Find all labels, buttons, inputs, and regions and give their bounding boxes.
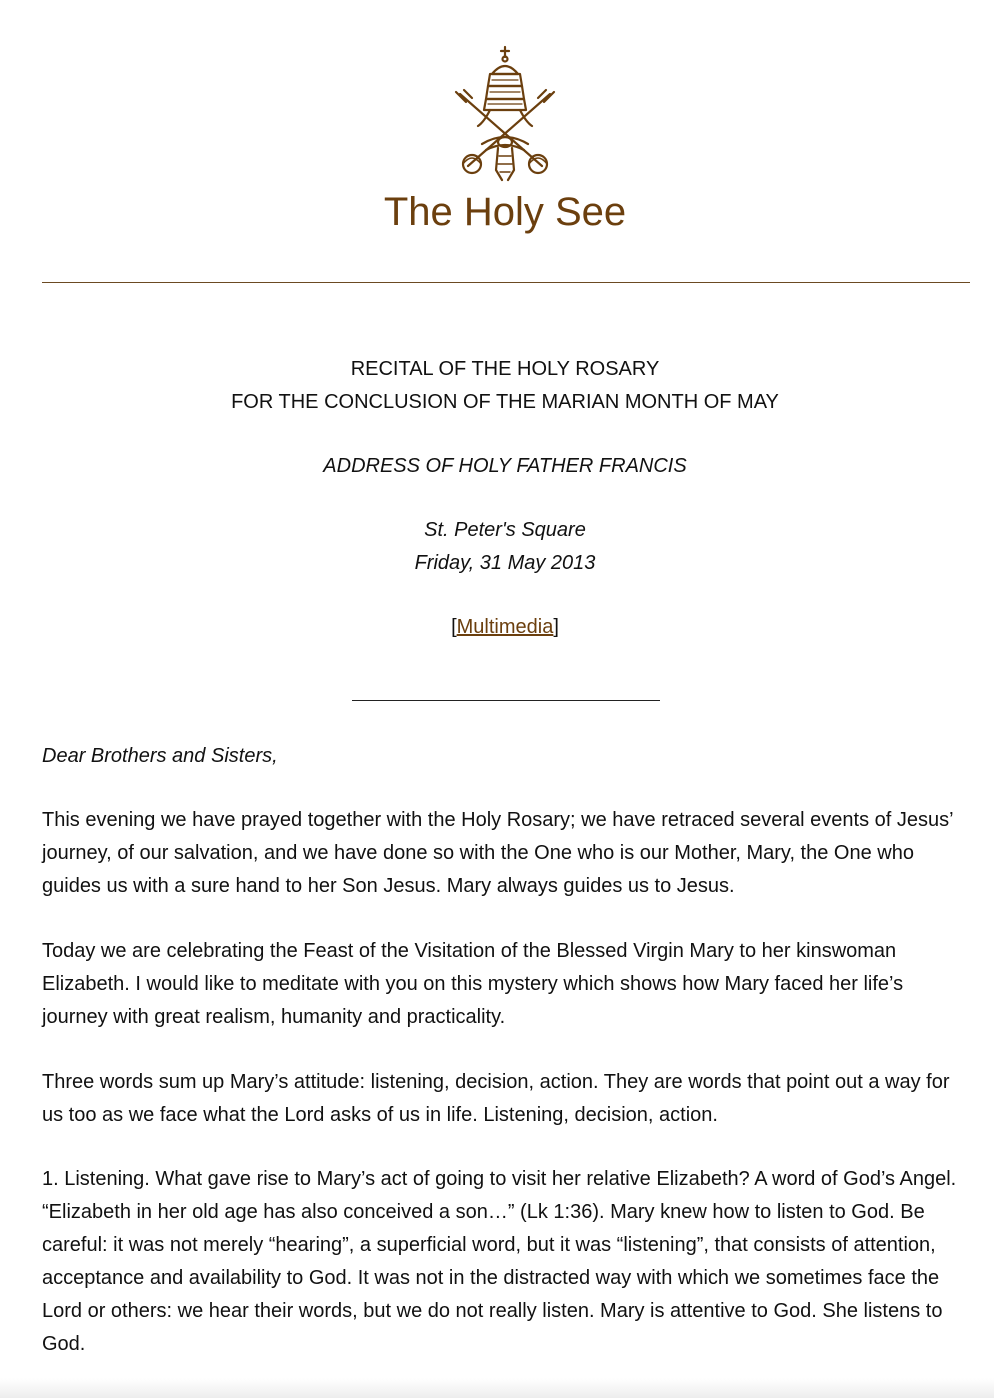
site-title[interactable]: The Holy See bbox=[383, 190, 627, 234]
paragraph-text: This evening we have prayed together with the Holy Rosary; we have retraced several events of Jesus’ journey, of our salvation, and we have done so with the One who is our Mother, Mary, the One who guides us with a sure hand to her Son Jesus. Mary always guides us to Jesus. bbox=[42, 809, 953, 897]
bracket-open: [ bbox=[451, 616, 457, 638]
papal-coat-of-arms-icon bbox=[446, 44, 564, 182]
document-title-line-2: FOR THE CONCLUSION OF THE MARIAN MONTH OF MAY bbox=[231, 391, 779, 413]
greeting: Dear Brothers and Sisters, bbox=[42, 745, 278, 767]
header-divider bbox=[42, 282, 970, 283]
paragraph-2 bbox=[42, 935, 967, 1034]
bottom-edge bbox=[0, 1378, 994, 1398]
multimedia-line bbox=[0, 611, 994, 644]
paragraph-4 bbox=[42, 1163, 967, 1361]
event-date: Friday, 31 May 2013 bbox=[414, 552, 596, 574]
bracket-close: ] bbox=[553, 616, 559, 638]
address-heading: ADDRESS OF HOLY FATHER FRANCIS bbox=[323, 455, 687, 477]
event-place: St. Peter's Square bbox=[424, 519, 586, 541]
document-title-line-1: RECITAL OF THE HOLY ROSARY bbox=[350, 358, 660, 380]
multimedia-link[interactable]: Multimedia bbox=[456, 616, 554, 638]
paragraph-text: 1. Listening. What gave rise to Mary’s act of going to visit her relative Elizabeth? A word of God’s Angel. “Elizabeth in her old age has also conceived a son…” (Lk 1:36). Mary knew how to listen to God. Be careful: it was not merely “hearing”, a superficial word, but it was “listening”, that consists of attention, acceptance and availability to God. It was not in the distracted way with which we sometimes face the Lord or others: we hear their words, but we do not really listen. Mary is attentive to God. She listens to God. bbox=[42, 1168, 957, 1355]
paragraph-text: Three words sum up Mary’s attitude: listening, decision, action. They are words that point out a way for us too as we face what the Lord asks of us in life. Listening, decision, action. bbox=[42, 1071, 950, 1126]
paragraph-text: Today we are celebrating the Feast of the Visitation of the Blessed Virgin Mary to her kinswoman Elizabeth. I would like to meditate with you on this mystery which shows how Mary faced her life’s journey with great realism, humanity and practicality. bbox=[42, 940, 904, 1028]
paragraph-3 bbox=[42, 1066, 967, 1132]
page-header bbox=[0, 0, 994, 300]
paragraph-1 bbox=[42, 804, 967, 903]
section-separator bbox=[352, 700, 660, 701]
